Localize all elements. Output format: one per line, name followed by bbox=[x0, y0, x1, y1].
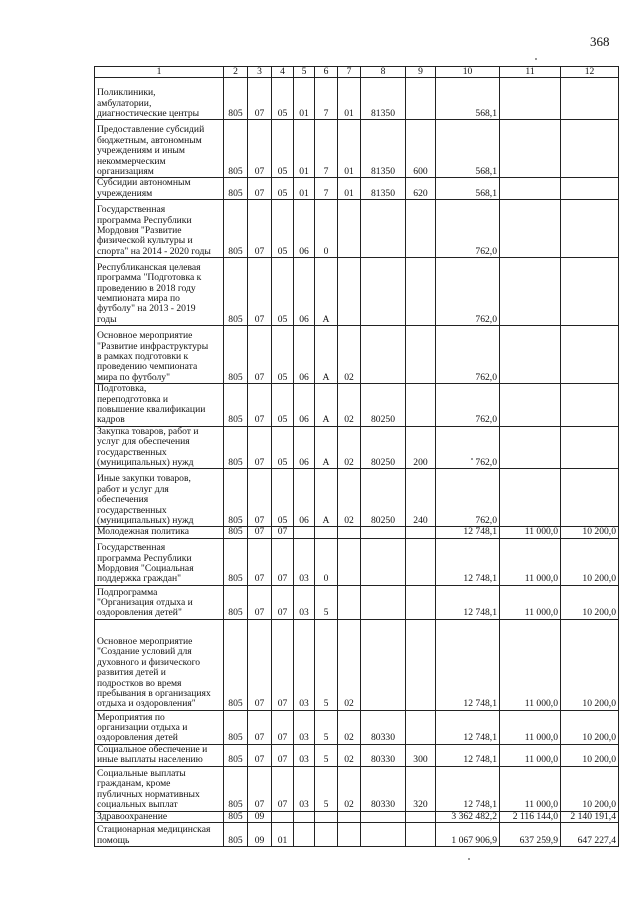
cell-amount-col11 bbox=[500, 120, 561, 178]
column-header: 6 bbox=[315, 67, 338, 78]
cell-event: 02 bbox=[338, 384, 361, 427]
cell-section: 07 bbox=[248, 258, 272, 326]
cell-expense-type: 600 bbox=[406, 120, 436, 178]
cell-ministry: 805 bbox=[224, 538, 248, 585]
cell-amount-col11: 637 259,9 bbox=[500, 823, 561, 847]
cell-program: 01 bbox=[294, 178, 315, 200]
item-name: Иные закупки товаров, работ и услуг для обеспечения государственных (муниципальных) нужд bbox=[95, 469, 224, 527]
cell-section: 07 bbox=[248, 527, 272, 538]
cell-amount-col12: 10 200,0 bbox=[561, 538, 619, 585]
cell-program: 03 bbox=[294, 744, 315, 766]
cell-expense-type: 200 bbox=[406, 426, 436, 469]
item-name: Основное мероприятие "Развитие инфраструктуры в рамках подготовки к проведению чемпионата мира по футболу" bbox=[95, 326, 224, 384]
item-name: Подготовка, переподготовка и повышение квалификации кадров bbox=[95, 384, 224, 427]
cell-amount-col11: 11 000,0 bbox=[500, 585, 561, 619]
cell-amount-col11 bbox=[500, 326, 561, 384]
cell-direction: 80330 bbox=[361, 766, 406, 811]
cell-direction: 80250 bbox=[361, 426, 406, 469]
cell-subsection: 05 bbox=[272, 469, 294, 527]
cell-subprogram: 0 bbox=[315, 200, 338, 258]
table-row bbox=[95, 823, 619, 847]
cell-event bbox=[338, 823, 361, 847]
cell-section: 07 bbox=[248, 178, 272, 200]
table-row bbox=[95, 426, 619, 469]
cell-subsection: 05 bbox=[272, 178, 294, 200]
cell-section: 07 bbox=[248, 766, 272, 811]
cell-program: 03 bbox=[294, 710, 315, 744]
cell-amount-col11 bbox=[500, 200, 561, 258]
cell-program: 01 bbox=[294, 120, 315, 178]
cell-amount-col12 bbox=[561, 120, 619, 178]
cell-event bbox=[338, 527, 361, 538]
cell-expense-type bbox=[406, 78, 436, 120]
cell-subprogram: 7 bbox=[315, 78, 338, 120]
budget-table bbox=[94, 66, 619, 847]
cell-direction: 80330 bbox=[361, 710, 406, 744]
cell-amount-col11: 11 000,0 bbox=[500, 538, 561, 585]
item-name: Основное мероприятие "Создание условий для духовного и физического развития детей и подростков во время пребывания в организациях отдыха и оздоровления" bbox=[95, 619, 224, 710]
table-row bbox=[95, 585, 619, 619]
table-row bbox=[95, 469, 619, 527]
cell-amount-col11: 11 000,0 bbox=[500, 766, 561, 811]
cell-ministry: 805 bbox=[224, 766, 248, 811]
cell-subsection: 01 bbox=[272, 823, 294, 847]
cell-direction: 81350 bbox=[361, 120, 406, 178]
table-row bbox=[95, 326, 619, 384]
cell-expense-type bbox=[406, 823, 436, 847]
table-row bbox=[95, 527, 619, 538]
cell-subprogram: А bbox=[315, 426, 338, 469]
cell-direction bbox=[361, 619, 406, 710]
cell-direction: 81350 bbox=[361, 78, 406, 120]
cell-event: 02 bbox=[338, 619, 361, 710]
cell-event bbox=[338, 258, 361, 326]
cell-amount-col10: 762,0 bbox=[436, 469, 500, 527]
item-name: Закупка товаров, работ и услуг для обеспечения государственных (муниципальных) нужд bbox=[95, 426, 224, 469]
cell-amount-col10: 12 748,1 bbox=[436, 619, 500, 710]
cell-amount-col10: 762,0 bbox=[436, 426, 500, 469]
cell-amount-col11: 11 000,0 bbox=[500, 744, 561, 766]
column-header: 5 bbox=[294, 67, 315, 78]
cell-subsection: 07 bbox=[272, 766, 294, 811]
cell-section: 07 bbox=[248, 120, 272, 178]
table-row bbox=[95, 619, 619, 710]
cell-direction bbox=[361, 258, 406, 326]
column-header: 1 bbox=[95, 67, 224, 78]
cell-subprogram: 5 bbox=[315, 585, 338, 619]
item-name: Социальные выплаты гражданам, кроме публичных нормативных социальных выплат bbox=[95, 766, 224, 811]
cell-expense-type bbox=[406, 258, 436, 326]
cell-section: 07 bbox=[248, 619, 272, 710]
cell-ministry: 805 bbox=[224, 120, 248, 178]
cell-program: 03 bbox=[294, 585, 315, 619]
cell-direction bbox=[361, 811, 406, 822]
cell-event: 02 bbox=[338, 426, 361, 469]
cell-section: 07 bbox=[248, 585, 272, 619]
cell-subprogram bbox=[315, 527, 338, 538]
cell-subprogram: А bbox=[315, 469, 338, 527]
cell-subsection: 05 bbox=[272, 78, 294, 120]
cell-subsection: 05 bbox=[272, 120, 294, 178]
item-name: Республиканская целевая программа "Подготовка к проведению в 2018 году чемпионата мира по футболу" на 2013 - 2019 годы bbox=[95, 258, 224, 326]
cell-ministry: 805 bbox=[224, 178, 248, 200]
cell-subsection: 05 bbox=[272, 384, 294, 427]
cell-amount-col11 bbox=[500, 384, 561, 427]
cell-subprogram bbox=[315, 823, 338, 847]
cell-amount-col10: 568,1 bbox=[436, 120, 500, 178]
cell-amount-col11 bbox=[500, 426, 561, 469]
column-header: 9 bbox=[406, 67, 436, 78]
cell-subprogram: 7 bbox=[315, 120, 338, 178]
cell-subprogram: 5 bbox=[315, 766, 338, 811]
cell-subprogram bbox=[315, 811, 338, 822]
cell-expense-type bbox=[406, 710, 436, 744]
cell-amount-col12 bbox=[561, 384, 619, 427]
cell-amount-col11 bbox=[500, 258, 561, 326]
table-row bbox=[95, 384, 619, 427]
cell-expense-type bbox=[406, 538, 436, 585]
cell-ministry: 805 bbox=[224, 469, 248, 527]
cell-subprogram: 7 bbox=[315, 178, 338, 200]
cell-program: 06 bbox=[294, 384, 315, 427]
cell-section: 09 bbox=[248, 811, 272, 822]
column-header: 8 bbox=[361, 67, 406, 78]
cell-amount-col11: 11 000,0 bbox=[500, 710, 561, 744]
cell-program: 06 bbox=[294, 326, 315, 384]
cell-section: 07 bbox=[248, 744, 272, 766]
cell-direction: 80250 bbox=[361, 384, 406, 427]
cell-ministry: 805 bbox=[224, 823, 248, 847]
cell-subsection: 07 bbox=[272, 538, 294, 585]
cell-amount-col12 bbox=[561, 258, 619, 326]
cell-amount-col10: 762,0 bbox=[436, 258, 500, 326]
cell-expense-type bbox=[406, 585, 436, 619]
cell-program bbox=[294, 811, 315, 822]
table-row bbox=[95, 766, 619, 811]
table-header-row bbox=[95, 67, 619, 78]
cell-amount-col12: 10 200,0 bbox=[561, 744, 619, 766]
cell-subsection: 07 bbox=[272, 527, 294, 538]
cell-section: 07 bbox=[248, 200, 272, 258]
column-header: 10 bbox=[436, 67, 500, 78]
table-row bbox=[95, 78, 619, 120]
cell-ministry: 805 bbox=[224, 78, 248, 120]
cell-direction bbox=[361, 326, 406, 384]
cell-program: 03 bbox=[294, 538, 315, 585]
cell-subprogram: 5 bbox=[315, 744, 338, 766]
cell-amount-col10: 1 067 906,9 bbox=[436, 823, 500, 847]
cell-program bbox=[294, 527, 315, 538]
cell-event: 02 bbox=[338, 710, 361, 744]
cell-amount-col10: 12 748,1 bbox=[436, 710, 500, 744]
cell-subsection: 07 bbox=[272, 585, 294, 619]
cell-direction bbox=[361, 538, 406, 585]
cell-amount-col10: 568,1 bbox=[436, 178, 500, 200]
cell-program: 06 bbox=[294, 426, 315, 469]
cell-expense-type: 620 bbox=[406, 178, 436, 200]
cell-event: 02 bbox=[338, 744, 361, 766]
item-name: Предоставление субсидий бюджетным, автономным учреждениям и иным некоммерческим организациям bbox=[95, 120, 224, 178]
cell-amount-col12: 10 200,0 bbox=[561, 585, 619, 619]
cell-amount-col11 bbox=[500, 78, 561, 120]
cell-direction: 80330 bbox=[361, 744, 406, 766]
cell-subprogram: 5 bbox=[315, 619, 338, 710]
cell-event: 02 bbox=[338, 766, 361, 811]
cell-subsection bbox=[272, 811, 294, 822]
cell-subsection: 07 bbox=[272, 744, 294, 766]
item-name: Мероприятия по организации отдыха и оздоровления детей bbox=[95, 710, 224, 744]
cell-program: 06 bbox=[294, 469, 315, 527]
table-row bbox=[95, 710, 619, 744]
table-row bbox=[95, 538, 619, 585]
table-row bbox=[95, 744, 619, 766]
table-row bbox=[95, 120, 619, 178]
cell-expense-type: 320 bbox=[406, 766, 436, 811]
item-name: Субсидии автономным учреждениям bbox=[95, 178, 224, 200]
cell-amount-col10: 762,0 bbox=[436, 384, 500, 427]
cell-ministry: 805 bbox=[224, 384, 248, 427]
column-header: 7 bbox=[338, 67, 361, 78]
cell-expense-type: 240 bbox=[406, 469, 436, 527]
table-row bbox=[95, 811, 619, 822]
cell-direction bbox=[361, 585, 406, 619]
cell-amount-col10: 12 748,1 bbox=[436, 585, 500, 619]
cell-direction: 81350 bbox=[361, 178, 406, 200]
column-header: 4 bbox=[272, 67, 294, 78]
cell-ministry: 805 bbox=[224, 619, 248, 710]
cell-ministry: 805 bbox=[224, 200, 248, 258]
cell-program: 01 bbox=[294, 78, 315, 120]
cell-event: 02 bbox=[338, 469, 361, 527]
cell-ministry: 805 bbox=[224, 527, 248, 538]
cell-program: 06 bbox=[294, 258, 315, 326]
scan-speck bbox=[471, 458, 473, 460]
cell-amount-col11: 11 000,0 bbox=[500, 527, 561, 538]
cell-amount-col10: 762,0 bbox=[436, 200, 500, 258]
cell-amount-col10: 3 362 482,2 bbox=[436, 811, 500, 822]
table-body bbox=[95, 78, 619, 847]
cell-amount-col12: 10 200,0 bbox=[561, 766, 619, 811]
cell-amount-col12 bbox=[561, 426, 619, 469]
cell-event bbox=[338, 538, 361, 585]
cell-section: 07 bbox=[248, 78, 272, 120]
table-row bbox=[95, 200, 619, 258]
cell-event: 01 bbox=[338, 178, 361, 200]
cell-amount-col10: 12 748,1 bbox=[436, 527, 500, 538]
cell-program bbox=[294, 823, 315, 847]
item-name: Государственная программа Республики Мордовия "Развитие физической культуры и спорта" на 2014 - 2020 годы bbox=[95, 200, 224, 258]
cell-amount-col12: 10 200,0 bbox=[561, 710, 619, 744]
cell-expense-type: 300 bbox=[406, 744, 436, 766]
cell-ministry: 805 bbox=[224, 744, 248, 766]
cell-amount-col12 bbox=[561, 326, 619, 384]
cell-subprogram: А bbox=[315, 326, 338, 384]
cell-program: 03 bbox=[294, 619, 315, 710]
cell-direction bbox=[361, 200, 406, 258]
cell-program: 06 bbox=[294, 200, 315, 258]
table-row bbox=[95, 258, 619, 326]
item-name: Молодежная политика bbox=[95, 527, 224, 538]
cell-amount-col12: 2 140 191,4 bbox=[561, 811, 619, 822]
page-number: 368 bbox=[590, 34, 610, 49]
item-name: Поликлиники, амбулатории, диагностические центры bbox=[95, 78, 224, 120]
cell-amount-col12 bbox=[561, 469, 619, 527]
cell-program: 03 bbox=[294, 766, 315, 811]
cell-amount-col12: 10 200,0 bbox=[561, 619, 619, 710]
column-header: 2 bbox=[224, 67, 248, 78]
cell-subsection: 05 bbox=[272, 200, 294, 258]
cell-direction bbox=[361, 823, 406, 847]
cell-section: 09 bbox=[248, 823, 272, 847]
cell-subprogram: 5 bbox=[315, 710, 338, 744]
cell-amount-col11: 2 116 144,0 bbox=[500, 811, 561, 822]
cell-subsection: 05 bbox=[272, 426, 294, 469]
cell-expense-type bbox=[406, 326, 436, 384]
cell-expense-type bbox=[406, 527, 436, 538]
cell-amount-col12: 10 200,0 bbox=[561, 527, 619, 538]
cell-ministry: 805 bbox=[224, 585, 248, 619]
cell-section: 07 bbox=[248, 426, 272, 469]
cell-section: 07 bbox=[248, 538, 272, 585]
cell-subprogram: А bbox=[315, 258, 338, 326]
column-header: 11 bbox=[500, 67, 561, 78]
cell-event bbox=[338, 200, 361, 258]
cell-amount-col11 bbox=[500, 178, 561, 200]
cell-amount-col11 bbox=[500, 469, 561, 527]
cell-section: 07 bbox=[248, 326, 272, 384]
table-row bbox=[95, 178, 619, 200]
item-name: Стационарная медицинская помощь bbox=[95, 823, 224, 847]
cell-expense-type bbox=[406, 384, 436, 427]
cell-subprogram: А bbox=[315, 384, 338, 427]
cell-direction bbox=[361, 527, 406, 538]
cell-expense-type bbox=[406, 811, 436, 822]
cell-amount-col10: 762,0 bbox=[436, 326, 500, 384]
cell-amount-col12 bbox=[561, 200, 619, 258]
scan-speck bbox=[535, 58, 537, 60]
cell-amount-col11: 11 000,0 bbox=[500, 619, 561, 710]
cell-event: 01 bbox=[338, 78, 361, 120]
cell-direction: 80250 bbox=[361, 469, 406, 527]
cell-event bbox=[338, 585, 361, 619]
cell-amount-col10: 12 748,1 bbox=[436, 538, 500, 585]
item-name: Социальное обеспечение и иные выплаты населению bbox=[95, 744, 224, 766]
cell-expense-type bbox=[406, 619, 436, 710]
column-header: 12 bbox=[561, 67, 619, 78]
cell-subsection: 07 bbox=[272, 619, 294, 710]
cell-ministry: 805 bbox=[224, 426, 248, 469]
cell-ministry: 805 bbox=[224, 258, 248, 326]
cell-amount-col10: 12 748,1 bbox=[436, 744, 500, 766]
item-name: Государственная программа Республики Мордовия "Социальная поддержка граждан" bbox=[95, 538, 224, 585]
cell-amount-col10: 12 748,1 bbox=[436, 766, 500, 811]
item-name: Здравоохранение bbox=[95, 811, 224, 822]
cell-event bbox=[338, 811, 361, 822]
cell-amount-col12: 647 227,4 bbox=[561, 823, 619, 847]
cell-expense-type bbox=[406, 200, 436, 258]
cell-section: 07 bbox=[248, 710, 272, 744]
cell-section: 07 bbox=[248, 469, 272, 527]
cell-ministry: 805 bbox=[224, 710, 248, 744]
column-header: 3 bbox=[248, 67, 272, 78]
cell-section: 07 bbox=[248, 384, 272, 427]
cell-subsection: 05 bbox=[272, 258, 294, 326]
cell-ministry: 805 bbox=[224, 811, 248, 822]
cell-amount-col12 bbox=[561, 78, 619, 120]
cell-event: 02 bbox=[338, 326, 361, 384]
cell-subprogram: 0 bbox=[315, 538, 338, 585]
cell-amount-col12 bbox=[561, 178, 619, 200]
cell-event: 01 bbox=[338, 120, 361, 178]
item-name: Подпрограмма "Организация отдыха и оздоровления детей" bbox=[95, 585, 224, 619]
cell-amount-col10: 568,1 bbox=[436, 78, 500, 120]
scan-speck bbox=[468, 858, 470, 860]
cell-ministry: 805 bbox=[224, 326, 248, 384]
cell-subsection: 07 bbox=[272, 710, 294, 744]
cell-subsection: 05 bbox=[272, 326, 294, 384]
